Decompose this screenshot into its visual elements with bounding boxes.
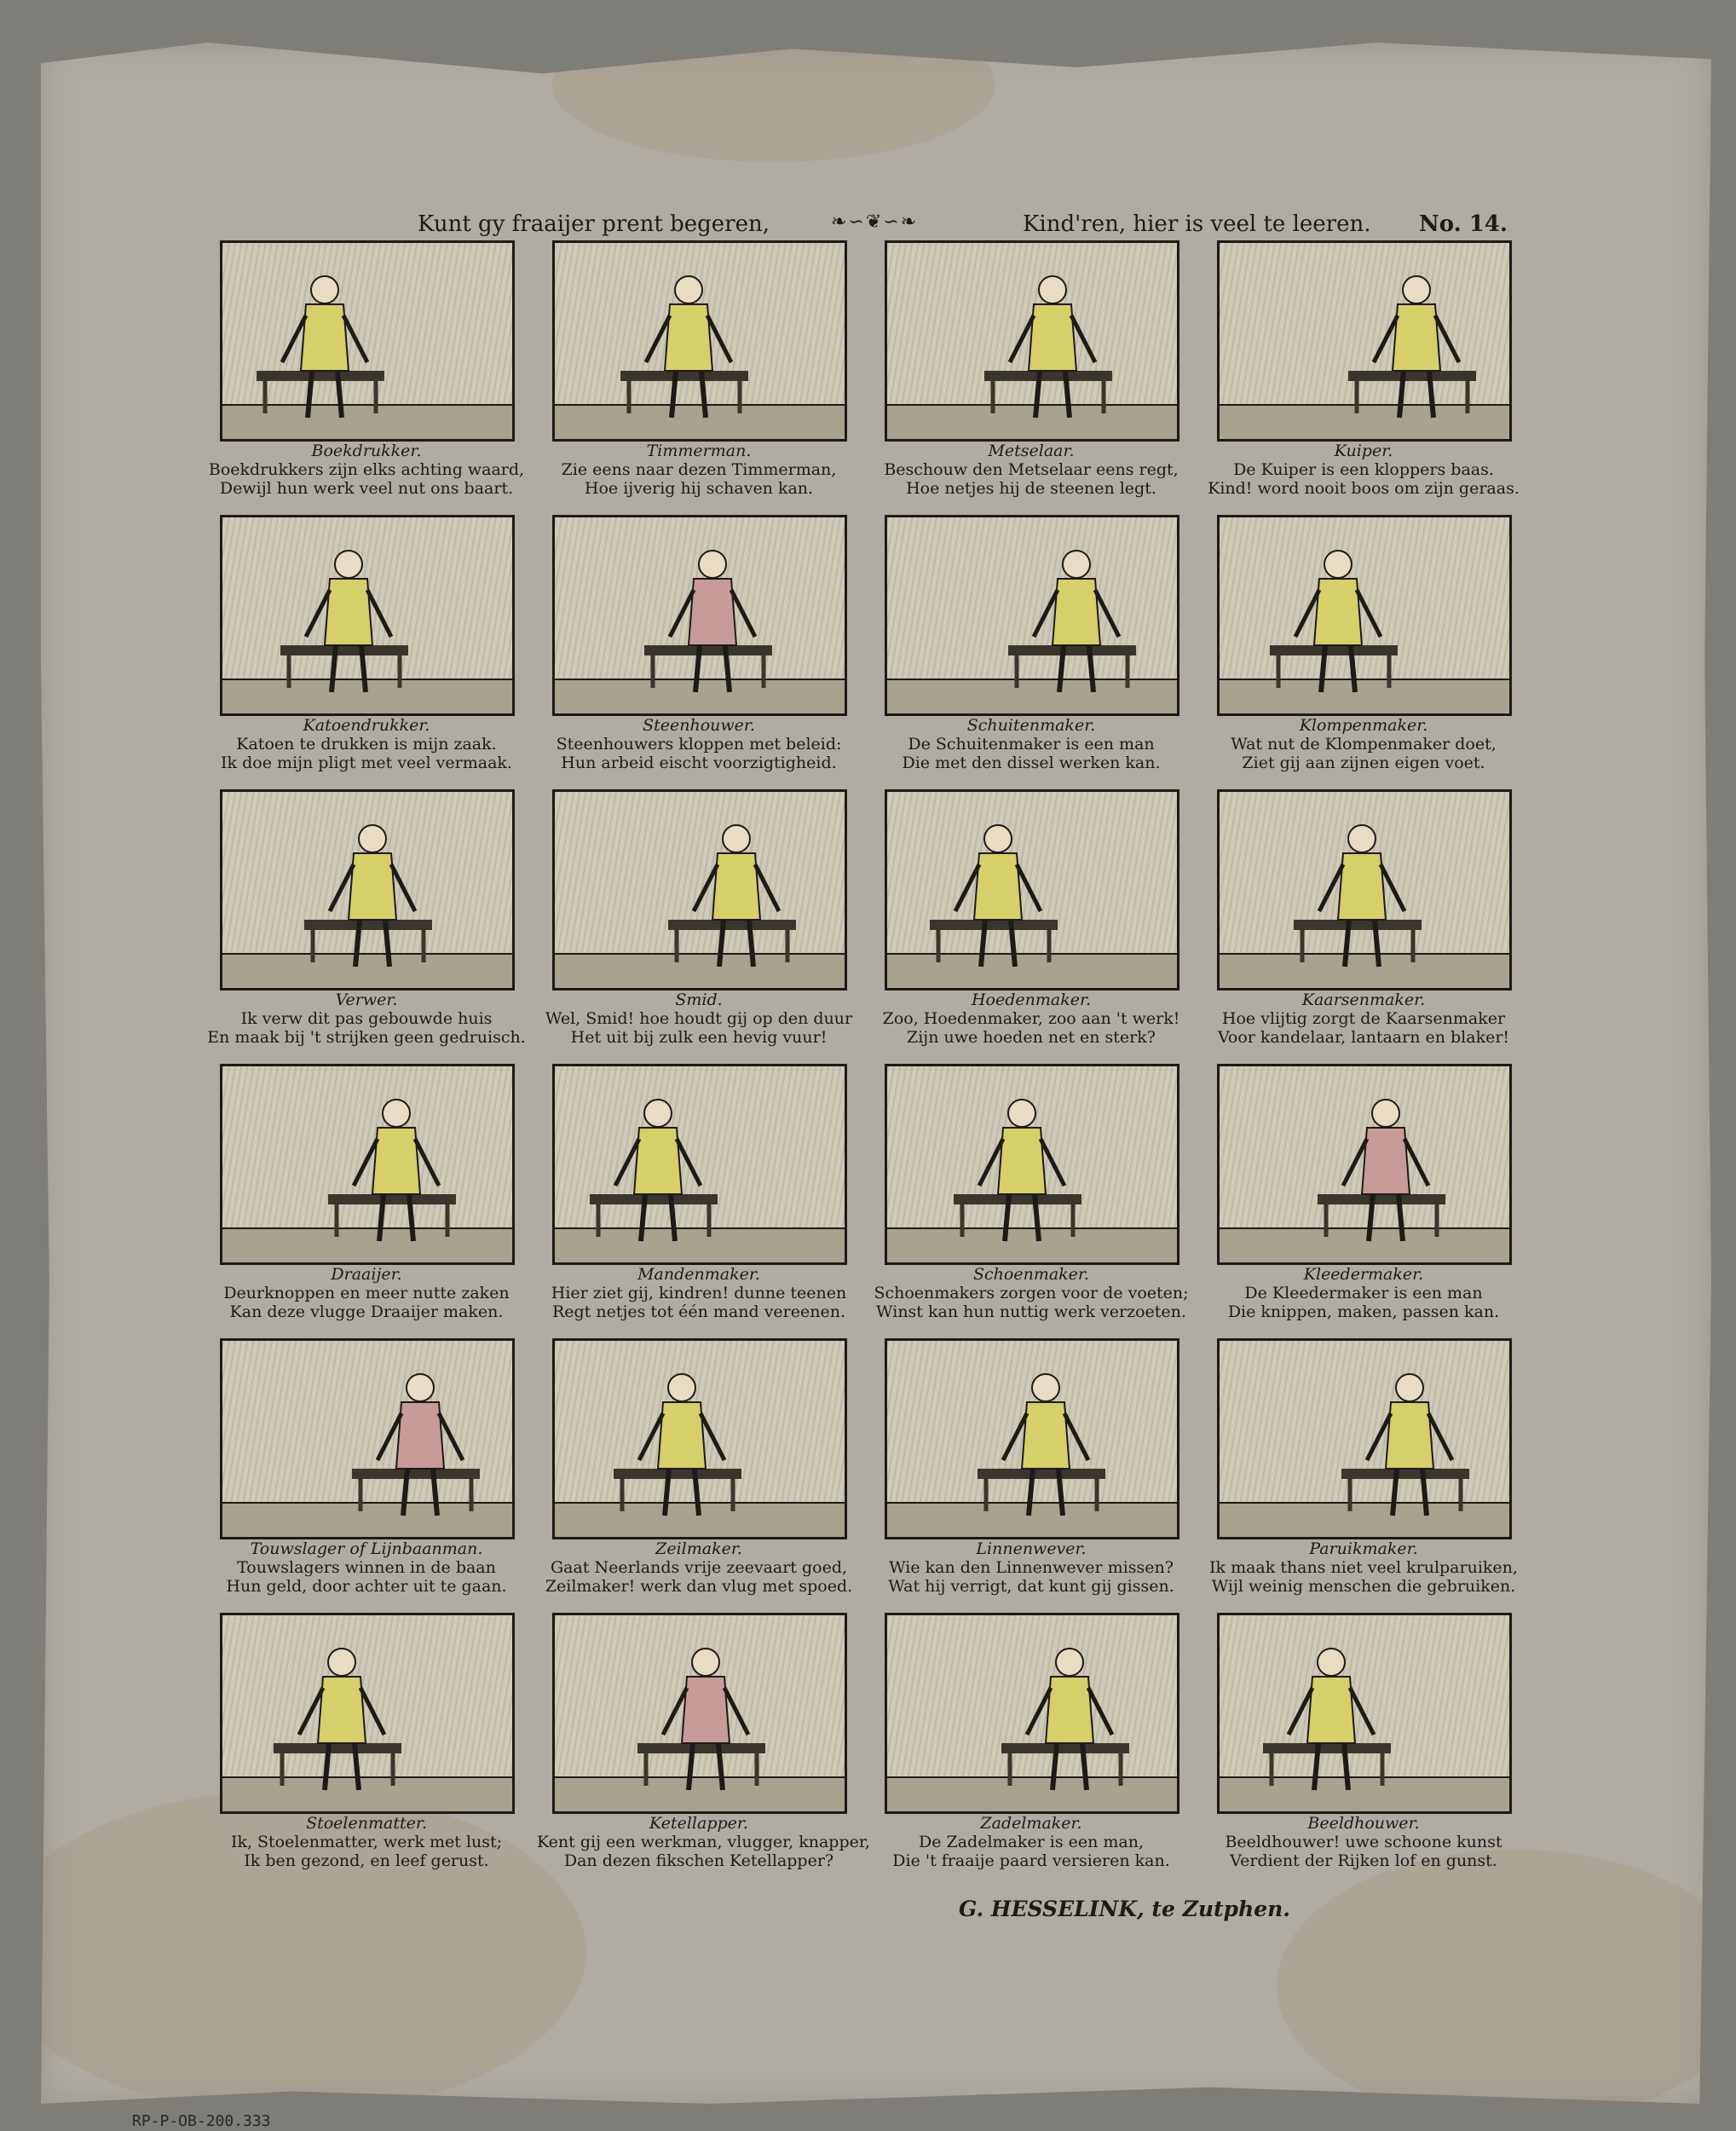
trade-title: Ketellapper. — [649, 1814, 748, 1833]
print-cell — [537, 1064, 869, 1338]
print-cell — [869, 1064, 1202, 1338]
woodcut-illustration — [220, 1064, 515, 1265]
verse-line-2: Voor kandelaar, lantaarn en blaker! — [1217, 1028, 1510, 1047]
woodcut-illustration — [1217, 1613, 1512, 1814]
verse-line-1: Zoo, Hoedenmaker, zoo aan 't werk! — [882, 1009, 1180, 1028]
woodcut-illustration — [885, 789, 1179, 990]
verse-line-1: Ik verw dit pas gebouwde huis — [240, 1009, 493, 1028]
header-verse-right: Kind'ren, hier is veel te leeren. — [1023, 211, 1371, 237]
print-cell — [1202, 789, 1534, 1064]
trade-title: Timmerman. — [646, 442, 752, 460]
woodcut-illustration — [1217, 789, 1512, 990]
woodcut-illustration — [1217, 240, 1512, 442]
verse-line-2: Kan deze vlugge Draaijer maken. — [229, 1302, 504, 1321]
verse-line-2: Die 't fraaije paard versieren kan. — [892, 1851, 1170, 1870]
trade-title: Draaijer. — [331, 1265, 402, 1284]
trade-title: Katoendrukker. — [303, 716, 430, 735]
trade-title: Schuitenmaker. — [966, 716, 1096, 735]
verse-line-1: Hier ziet gij, kindren! dunne teenen — [551, 1284, 847, 1302]
verse-line-1: Beeldhouwer! uwe schoone kunst — [1225, 1833, 1502, 1851]
trade-title: Klompenmaker. — [1299, 716, 1428, 735]
woodcut-illustration — [220, 789, 515, 990]
verse-line-2: Ik ben gezond, en leef gerust. — [244, 1851, 489, 1870]
print-grid — [205, 240, 1534, 1886]
verse-line-1: Hoe vlijtig zorgt de Kaarsenmaker — [1221, 1009, 1506, 1028]
print-cell — [869, 1338, 1202, 1613]
print-cell — [1202, 1338, 1534, 1613]
verse-line-2: Regt netjes tot één mand vereenen. — [551, 1302, 846, 1321]
verse-line-2: Verdient der Rijken lof en gunst. — [1230, 1851, 1497, 1870]
trade-title: Boekdrukker. — [311, 442, 422, 460]
trade-title: Kleedermaker. — [1303, 1265, 1424, 1284]
woodcut-illustration — [552, 515, 847, 716]
verse-line-2: Die knippen, maken, passen kan. — [1227, 1302, 1500, 1321]
woodcut-illustration — [552, 1613, 847, 1814]
header-verse-left: Kunt gy fraaijer prent begeren, — [418, 211, 770, 237]
woodcut-illustration — [885, 1613, 1179, 1814]
trade-title: Verwer. — [335, 990, 398, 1009]
verse-line-1: Gaat Neerlands vrije zeevaart goed, — [550, 1558, 848, 1577]
print-cell — [869, 515, 1202, 789]
verse-line-1: Touwslagers winnen in de baan — [237, 1558, 496, 1577]
verse-line-2: Dewijl hun werk veel nut ons baart. — [219, 479, 514, 498]
verse-line-2: Winst kan hun nuttig werk verzoeten. — [876, 1302, 1186, 1321]
verse-line-2: Hun geld, door achter uit te gaan. — [226, 1577, 507, 1596]
verse-line-2: Zeilmaker! werk dan vlug met spoed. — [545, 1577, 853, 1596]
woodcut-illustration — [885, 240, 1179, 442]
woodcut-illustration — [885, 1064, 1179, 1265]
verse-line-2: Dan dezen fikschen Ketellapper? — [563, 1851, 834, 1870]
verse-line-1: De Kuiper is een kloppers baas. — [1233, 460, 1494, 479]
verse-line-2: Zijn uwe hoeden net en sterk? — [907, 1028, 1156, 1047]
verse-line-1: Wie kan den Linnenwever missen? — [889, 1558, 1174, 1577]
verse-line-2: Ziet gij aan zijnen eigen voet. — [1242, 754, 1485, 772]
print-cell — [205, 1064, 537, 1338]
print-cell — [537, 240, 869, 515]
print-cell — [205, 1338, 537, 1613]
trade-title: Stoelenmatter. — [306, 1814, 427, 1833]
trade-title: Kaarsenmaker. — [1301, 990, 1426, 1009]
print-cell — [205, 1613, 537, 1887]
verse-line-2: Wat hij verrigt, dat kunt gij gissen. — [888, 1577, 1174, 1596]
print-cell — [537, 515, 869, 789]
trade-title: Zadelmaker. — [980, 1814, 1082, 1833]
trade-title: Touwslager of Lijnbaanman. — [250, 1539, 483, 1558]
print-cell — [869, 240, 1202, 515]
verse-line-1: Katoen te drukken is mijn zaak. — [236, 735, 497, 754]
water-stain — [552, 9, 995, 162]
verse-line-1: Zie eens naar dezen Timmerman, — [561, 460, 837, 479]
print-cell — [869, 1613, 1202, 1887]
trade-title: Linnenwever. — [976, 1539, 1087, 1558]
verse-line-2: Hoe ijverig hij schaven kan. — [584, 479, 814, 498]
verse-line-2: Kind! word nooit boos om zijn geraas. — [1208, 479, 1520, 498]
print-cell — [537, 1613, 869, 1887]
catalog-number: RP-P-OB-200.333 — [132, 2112, 271, 2130]
trade-title: Kuiper. — [1334, 442, 1393, 460]
print-cell — [205, 240, 537, 515]
verse-line-2: En maak bij 't strijken geen gedruisch. — [207, 1028, 526, 1047]
woodcut-illustration — [1217, 1064, 1512, 1265]
verse-line-2: Ik doe mijn pligt met veel vermaak. — [221, 754, 512, 772]
woodcut-illustration — [885, 1338, 1179, 1539]
woodcut-illustration — [552, 240, 847, 442]
verse-line-1: Boekdrukkers zijn elks achting waard, — [208, 460, 525, 479]
verse-line-1: De Kleedermaker is een man — [1244, 1284, 1483, 1302]
trade-title: Smid. — [675, 990, 723, 1009]
verse-line-1: Wel, Smid! hoe houdt gij op den duur — [545, 1009, 853, 1028]
woodcut-illustration — [1217, 515, 1512, 716]
print-cell — [1202, 1613, 1534, 1887]
verse-line-2: Wijl weinig menschen die gebruiken. — [1211, 1577, 1516, 1596]
woodcut-illustration — [552, 1064, 847, 1265]
verse-line-1: De Zadelmaker is een man, — [918, 1833, 1144, 1851]
trade-title: Steenhouwer. — [643, 716, 755, 735]
verse-line-1: Wat nut de Klompenmaker doet, — [1231, 735, 1497, 754]
print-cell — [537, 789, 869, 1064]
verse-line-2: Hun arbeid eischt voorzigtigheid. — [561, 754, 837, 772]
verse-line-2: Het uit bij zulk een hevig vuur! — [570, 1028, 828, 1047]
verse-line-1: Steenhouwers kloppen met beleid: — [556, 735, 842, 754]
woodcut-illustration — [885, 515, 1179, 716]
trade-title: Zeilmaker. — [655, 1539, 742, 1558]
print-cell — [205, 515, 537, 789]
trade-title: Paruikmaker. — [1309, 1539, 1418, 1558]
woodcut-illustration — [552, 1338, 847, 1539]
verse-line-1: De Schuitenmaker is een man — [908, 735, 1155, 754]
verse-line-1: Ik, Stoelenmatter, werk met lust; — [230, 1833, 503, 1851]
print-cell — [537, 1338, 869, 1613]
woodcut-illustration — [1217, 1338, 1512, 1539]
woodcut-illustration — [552, 789, 847, 990]
trade-title: Beeldhouwer. — [1307, 1814, 1420, 1833]
print-cell — [869, 789, 1202, 1064]
woodcut-illustration — [220, 240, 515, 442]
trade-title: Hoedenmaker. — [971, 990, 1092, 1009]
woodcut-illustration — [220, 1613, 515, 1814]
verse-line-1: Kent gij een werkman, vlugger, knapper, — [537, 1833, 870, 1851]
print-cell — [1202, 240, 1534, 515]
print-cell — [205, 789, 537, 1064]
water-stain — [1277, 1850, 1736, 2122]
sheet-number: No. 14. — [1419, 211, 1508, 237]
trade-title: Metselaar. — [988, 442, 1075, 460]
printer-imprint: G. HESSELINK, te Zutphen. — [959, 1897, 1290, 1921]
verse-line-1: Ik maak thans niet veel krulparuiken, — [1209, 1558, 1518, 1577]
verse-line-1: Schoenmakers zorgen voor de voeten; — [874, 1284, 1189, 1302]
verse-line-2: Hoe netjes hij de steenen legt. — [906, 479, 1156, 498]
verse-line-2: Die met den dissel werken kan. — [902, 754, 1161, 772]
trade-title: Schoenmaker. — [973, 1265, 1089, 1284]
verse-line-1: Deurknoppen en meer nutte zaken — [223, 1284, 510, 1302]
header-ornament: ❧∽❦∽❧ — [831, 211, 919, 233]
woodcut-illustration — [220, 1338, 515, 1539]
print-cell — [1202, 515, 1534, 789]
print-cell — [1202, 1064, 1534, 1338]
trade-title: Mandenmaker. — [637, 1265, 760, 1284]
verse-line-1: Beschouw den Metselaar eens regt, — [884, 460, 1179, 479]
woodcut-illustration — [220, 515, 515, 716]
